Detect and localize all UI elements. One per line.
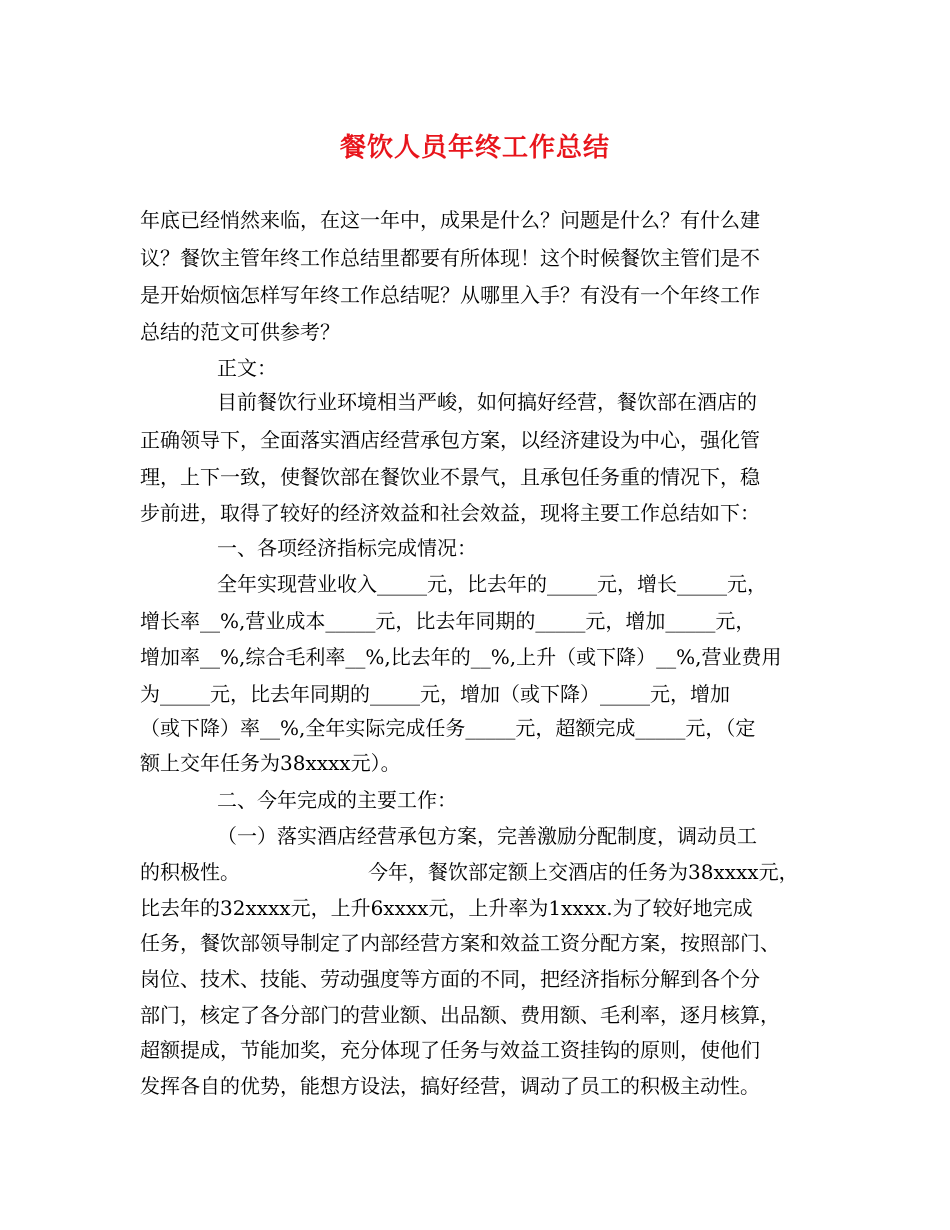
paragraph-line: 超额提成，节能加奖，充分体现了任务与效益工资挂钩的原则，使他们	[140, 1038, 760, 1062]
paragraph-line: 目前餐饮行业环境相当严峻，如何搞好经营，餐饮部在酒店的	[217, 390, 757, 414]
paragraph-line: 的积极性。	[140, 860, 240, 884]
paragraph-line: 发挥各自的优势，能想方设法，搞好经营，调动了员工的积极主动性。	[140, 1074, 760, 1098]
subsection-heading: （一）落实酒店经营承包方案，完善激励分配制度，调动员工	[217, 824, 757, 848]
paragraph-line: 任务，餐饮部领导制定了内部经营方案和效益工资分配方案，按照部门、	[140, 931, 780, 955]
paragraph-line: 议？餐饮主管年终工作总结里都要有所体现！这个时候餐饮主管们是不	[140, 246, 760, 270]
paragraph-line: 比去年的32xxxx元，上升6xxxx元，上升率为1xxxx.为了较好地完成	[140, 896, 753, 920]
paragraph-line: 理，上下一致，使餐饮部在餐饮业不景气，且承包任务重的情况下，稳	[140, 465, 760, 489]
paragraph-line: 增长率__%,营业成本_____元，比去年同期的_____元，增加_____元，	[140, 609, 756, 633]
paragraph-line: 为_____元，比去年同期的_____元，增加（或下降）_____元，增加	[140, 682, 730, 706]
paragraph-line: 部门，核定了各分部门的营业额、出品额、费用额、毛利率，逐月核算，	[140, 1003, 780, 1027]
section-heading: 一、各项经济指标完成情况：	[217, 536, 477, 560]
paragraph-line: 今年，餐饮部定额上交酒店的任务为38xxxx元，	[368, 860, 799, 884]
paragraph-line: （或下降）率__%,全年实际完成任务_____元，超额完成_____元，（定	[140, 716, 756, 740]
paragraph-line: 总结的范文可供参考？	[140, 320, 340, 344]
paragraph-line: 年底已经悄然来临，在这一年中，成果是什么？问题是什么？有什么建	[140, 208, 760, 232]
paragraph-line: 步前进，取得了较好的经济效益和社会效益，现将主要工作总结如下：	[140, 501, 760, 525]
section-heading: 二、今年完成的主要工作：	[217, 788, 457, 812]
paragraph-line: 增加率__%,综合毛利率__%,比去年的__%,上升（或下降）__%,营业费用	[140, 645, 782, 669]
paragraph-line: 岗位、技术、技能、劳动强度等方面的不同，把经济指标分解到各个分	[140, 967, 760, 991]
document-title: 餐饮人员年终工作总结	[339, 133, 610, 163]
section-label: 正文：	[217, 356, 277, 380]
paragraph-line: 正确领导下，全面落实酒店经营承包方案，以经济建设为中心，强化管	[140, 428, 760, 452]
paragraph-line: 全年实现营业收入_____元，比去年的_____元，增长_____元，	[217, 572, 767, 596]
paragraph-line: 是开始烦恼怎样写年终工作总结呢？从哪里入手？有没有一个年终工作	[140, 283, 760, 307]
paragraph-line: 额上交年任务为38xxxx元）。	[140, 751, 401, 775]
